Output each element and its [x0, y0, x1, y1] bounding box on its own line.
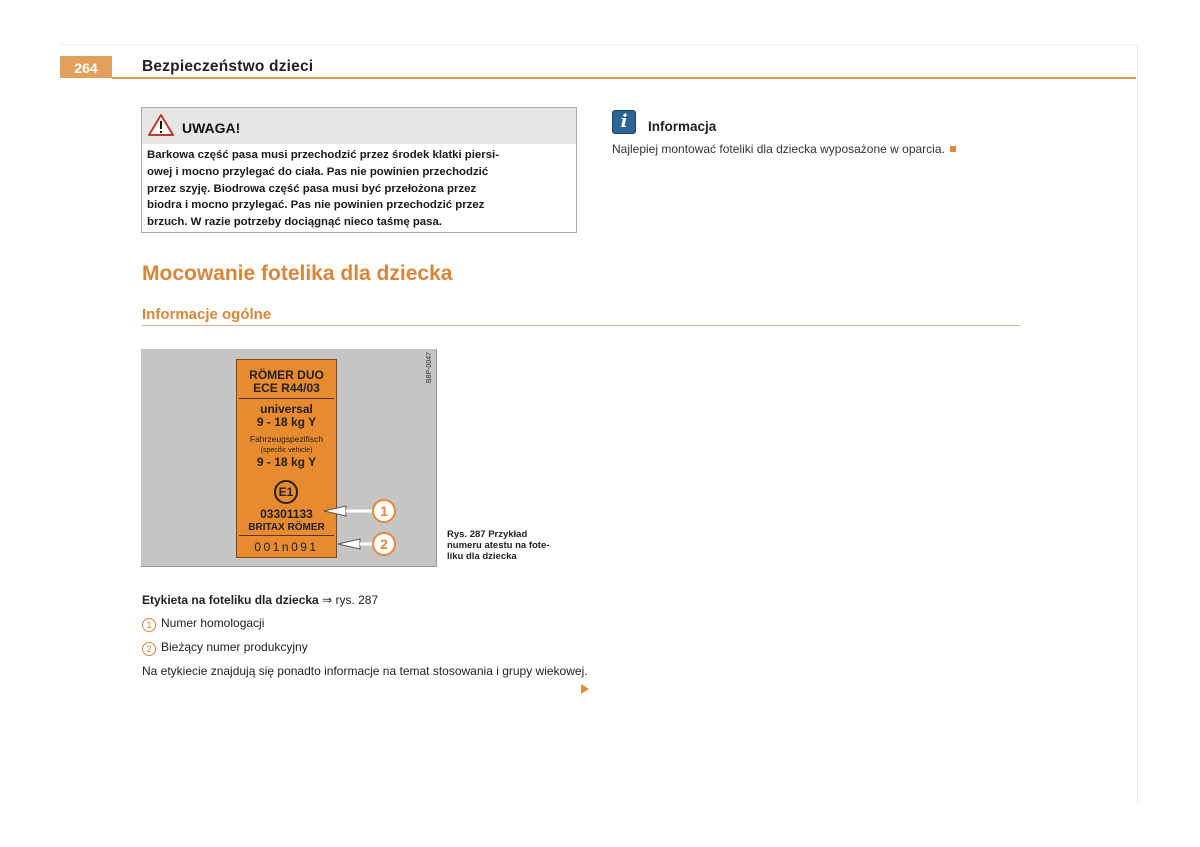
label-standard: ECE R44/03: [253, 381, 320, 395]
continue-arrow-icon: [581, 684, 589, 694]
info-title: Informacja: [648, 119, 717, 134]
body-paragraph: Na etykiecie znajdują się ponadto informacje na temat stosowania i grupy wiekowej.: [142, 664, 588, 678]
figure-code: B8P-0047: [426, 352, 433, 384]
label-manufacturer: BRITAX RÖMER: [248, 522, 325, 533]
callout-arrow-1: [324, 506, 372, 516]
info-icon: i: [612, 110, 636, 134]
caption-line: liku dla dziecka: [447, 551, 517, 562]
warning-line: brzuch. W razie potrzeby dociągnąć nieco taśmę pasa.: [147, 216, 442, 229]
item-number-icon: 2: [142, 642, 156, 656]
list-item: [142, 640, 308, 656]
list-item-text: Numer homologacji: [161, 616, 265, 630]
label-heading: Etykieta na foteliku dla dziecka: [142, 593, 319, 607]
warning-title: UWAGA!: [182, 120, 241, 136]
info-text: [612, 142, 956, 156]
callout-1-icon: [373, 500, 395, 522]
label-model: RÖMER DUO: [249, 368, 324, 382]
warning-text: [142, 144, 576, 231]
chapter-title: Bezpieczeństwo dzieci: [142, 58, 314, 75]
warning-header: [142, 108, 576, 144]
subsection-title: Informacje ogólne: [142, 306, 272, 323]
label-serial: 001n091: [254, 540, 319, 554]
label-vehicle-specific-en: (specific vehicle): [260, 447, 313, 454]
label-vehicle-specific: Fahrzeugspezifisch: [249, 434, 324, 444]
warning-line: owej i mocno przylegać do ciała. Pas nie powinien przechodzić: [147, 165, 489, 178]
label-weight-2: 9 - 18 kg Y: [256, 455, 317, 469]
warning-triangle-icon: [148, 113, 174, 137]
item-number-icon: 1: [142, 618, 156, 632]
label-approval-number: 03301133: [260, 507, 313, 521]
page-top-border: [60, 44, 1138, 45]
subsection-rule: [142, 325, 1020, 326]
label-weight: 9 - 18 kg Y: [256, 415, 317, 429]
warning-box: [141, 107, 577, 233]
list-item-text: Bieżący numer produkcyjny: [161, 640, 308, 654]
label-divider: [239, 398, 334, 399]
warning-line: Barkowa część pasa musi przechodzić przez środek klatki piersi-: [147, 149, 499, 161]
e1-approval-mark: E1: [274, 480, 298, 504]
section-title: Mocowanie fotelika dla dziecka: [142, 262, 453, 285]
figure-reference-link[interactable]: ⇒ rys. 287: [322, 593, 379, 607]
figure-caption: [447, 529, 587, 562]
caption-line: Rys. 287 Przykład: [447, 529, 528, 540]
info-text-content: Najlepiej montować foteliki dla dziecka wyposażone w oparcia.: [612, 142, 945, 156]
callout-arrow-2: [338, 539, 372, 549]
end-of-section-icon: [950, 146, 956, 152]
callout-2-number: 2: [380, 536, 388, 552]
list-item: [142, 616, 264, 632]
callout-1-number: 1: [380, 503, 388, 519]
header-rule: [112, 77, 1136, 79]
label-heading-line: [142, 593, 378, 607]
warning-line: przez szyję. Biodrowa część pasa musi być przełożona przez: [147, 182, 477, 195]
page-number: 264: [60, 56, 112, 78]
warning-line: biodra i mocno przylegać. Pas nie powinien przechodzić przez: [147, 199, 485, 212]
page-right-border: [1137, 44, 1138, 804]
figure-callouts: [300, 496, 410, 560]
caption-line: numeru atestu na fote-: [447, 540, 550, 551]
callout-2-icon: [373, 533, 395, 555]
label-category: universal: [260, 402, 313, 416]
